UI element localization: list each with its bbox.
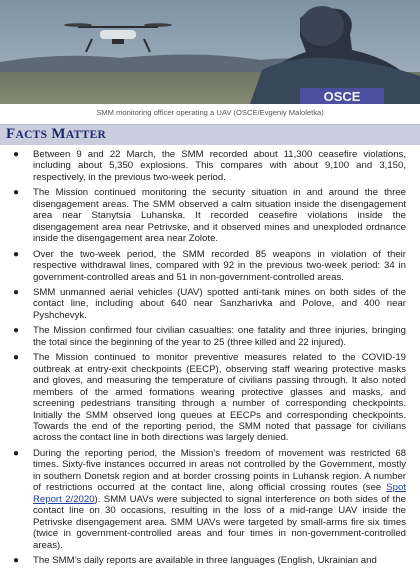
section-header [0,125,420,145]
list-item: ● The Mission confirmed four civilian casualties: one fatality and three injuries, bringing the total since the beginning of the year to 25 (three killed and 22 injured). [13,325,406,348]
bullet-icon: ● [13,187,20,199]
bullet-icon: ● [13,447,20,459]
photo-caption: SMM monitoring officer operating a UAV (OSCE/Evgeniy Maloletka) [96,108,324,117]
bullet-icon: ● [13,352,20,364]
osce-sign-text: OSCE [323,89,361,104]
list-item: ● SMM unmanned aerial vehicles (UAV) spotted anti-tank mines on both sides of the contact line, including about 640 near Sanzharivka and Polove, and 400 near Pyshchevyk. [13,286,406,321]
bullet-icon: ● [13,554,20,566]
bullet-icon: ● [13,248,20,260]
header-photo [0,0,420,104]
facts-list [0,149,420,570]
bullet-icon: ● [13,286,20,298]
spot-report-link[interactable]: Spot Report 2/2020 [33,482,406,505]
list-item: ● During the reporting period, the Mission’s freedom of movement was restricted 68 times. Sixty-five instances occurred in areas not controlled by the Government, mostly in southern Donetsk region and at border crossing points in Luhansk region. A number of restrictions occurred at the contact line, along official crossing routes (see Spot Report 2/2020). SMM UAVs were subjected to signal interference on both sides of the contact line on 30 occasions, resulting in the loss of a mid-range UAV inside the Petrivske disengagement area. SMM UAVs were targeted by small-arms fire six times (twice in government-controlled areas and four times in non-government-controlled areas). [13,447,406,551]
list-item: ● The Mission continued to monitor preventive measures related to the COVID-19 outbreak at entry-exit checkpoints (EECP), observing staff wearing protective masks and gloves, and measuring the temperature of civilians passing through. It also noted members of the armed formations wearing protective glasses and masks, and screening pedestrians transiting through a number of corresponding checkpoints. Initially the SMM observed long queues at EECPs and corresponding checkpoints. Towards the end of the reporting period, the SMM noted that passage for civilians across the contact line in both directions was largely denied. [13,352,406,444]
bullet-icon: ● [13,325,20,337]
section-title: FACTS MATTER [6,126,107,142]
list-item: ● The SMM’s daily reports are available in three languages (English, Ukrainian and [13,554,377,566]
osce-sign [300,88,384,104]
bullet-icon: ● [13,149,20,160]
list-item: ● The Mission continued monitoring the security situation in and around the three disengagement areas. The SMM observed a calm situation inside the disengagement area near Stanytsia Luhanska. It recorded ceasefire violations inside the disengagement area near Petrivske, and it observed mines and unexploded ordnance inside the disengagement area near Zolote. [13,187,406,245]
list-item: ● Over the two-week period, the SMM recorded 85 weapons in violation of their respective withdrawal lines, compared with 92 in the previous two-week period: 34 in government-controlled areas and 51 in non-government-controlled areas. [13,248,406,283]
list-item: ● Between 9 and 22 March, the SMM recorded about 11,300 ceasefire violations, including about 5,350 explosions. This compares with about 9,100 and 3,150, respectively, in the previous two-week period. [13,149,406,183]
